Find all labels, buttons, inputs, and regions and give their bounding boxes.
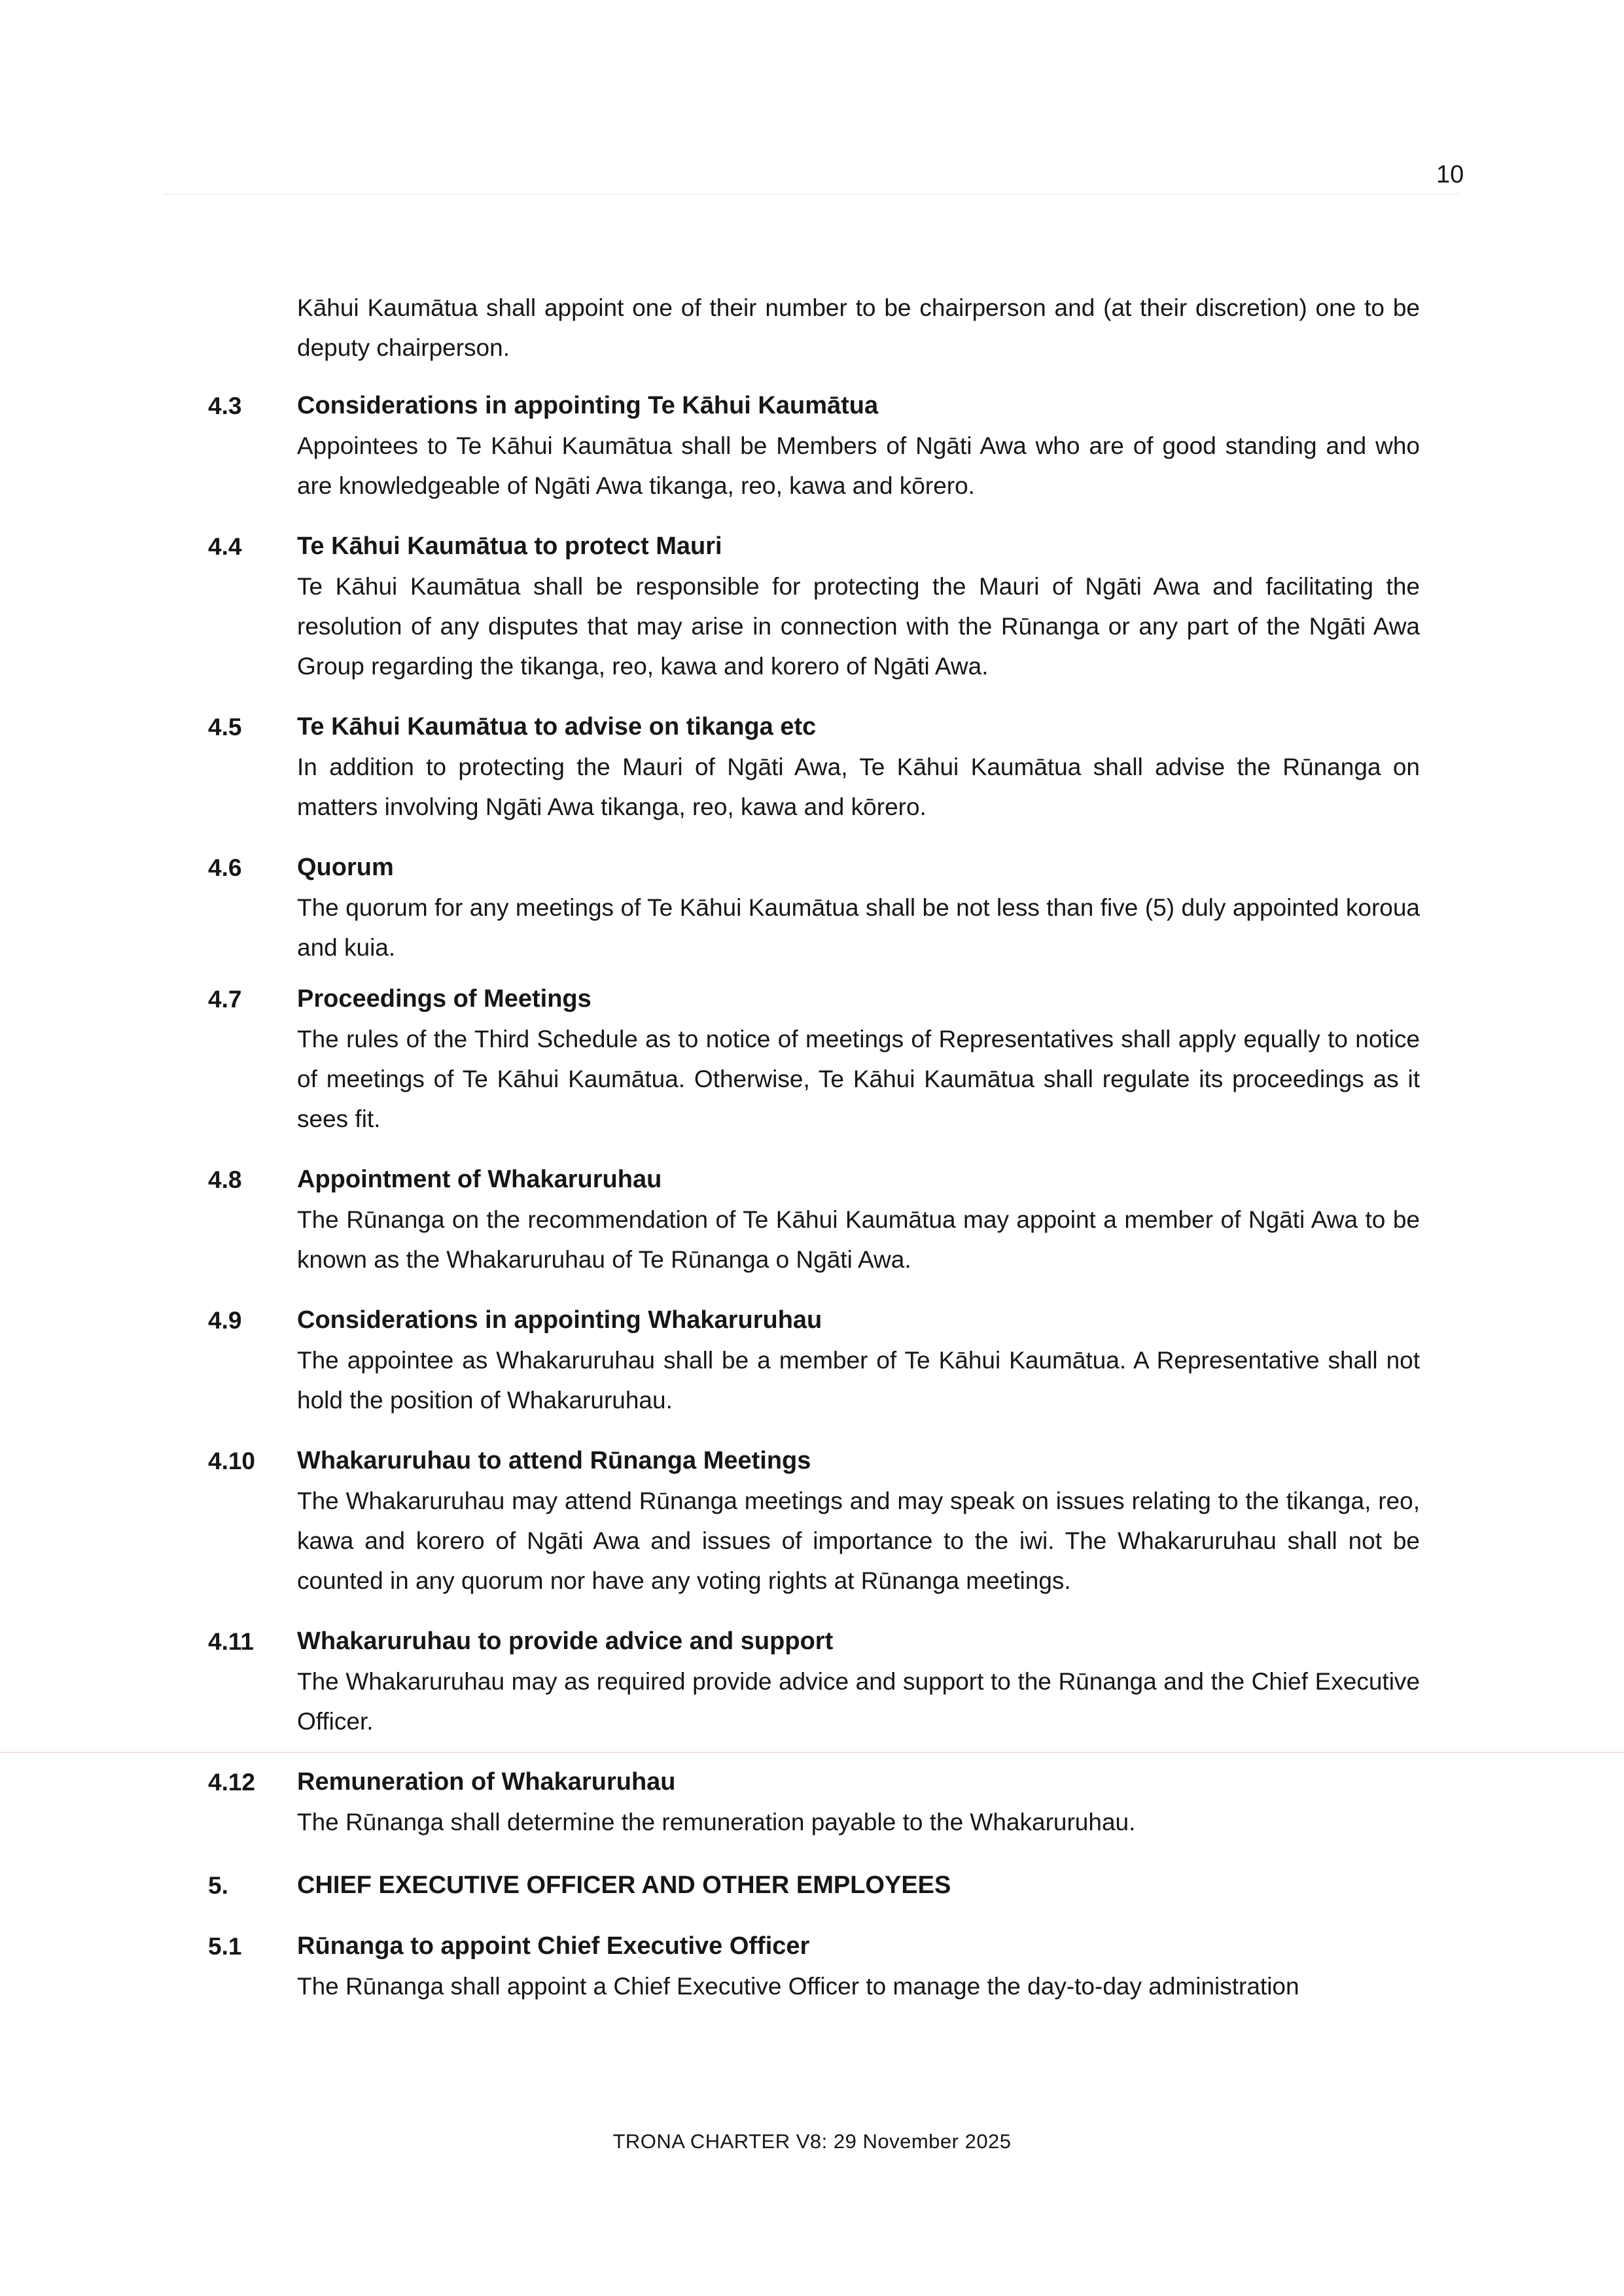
intro-paragraph: Kāhui Kaumātua shall appoint one of their number to be chairperson and (at their discretion) one to be deputy chairperson. — [297, 294, 1420, 361]
section-4-12 — [208, 1762, 1420, 1842]
section-heading: Considerations in appointing Te Kāhui Kaumātua — [297, 392, 879, 419]
section-4-5 — [208, 707, 1420, 827]
section-heading: Te Kāhui Kaumātua to advise on tikanga etc — [297, 713, 817, 740]
section-number: 4.11 — [208, 1628, 254, 1655]
section-heading: Considerations in appointing Whakaruruhau — [297, 1306, 822, 1334]
section-number: 4.3 — [208, 392, 242, 419]
section-paragraph: The Rūnanga shall appoint a Chief Executive Officer to manage the day-to-day administration — [297, 1973, 1299, 2000]
section-4-8 — [208, 1160, 1420, 1279]
document-body — [208, 288, 1420, 2006]
section-paragraph: The appointee as Whakaruruhau shall be a member of Te Kāhui Kaumātua. A Representative shall not hold the position of Whakaruruhau. — [297, 1347, 1420, 1414]
section-number: 4.12 — [208, 1769, 256, 1796]
section-paragraph: The Rūnanga shall determine the remuneration payable to the Whakaruruhau. — [297, 1809, 1136, 1835]
section-number: 4.6 — [208, 854, 242, 881]
section-heading: Remuneration of Whakaruruhau — [297, 1768, 676, 1796]
part-title: CHIEF EXECUTIVE OFFICER AND OTHER EMPLOYEES — [297, 1871, 951, 1899]
section-heading: Quorum — [297, 854, 394, 881]
section-heading: Appointment of Whakaruruhau — [297, 1166, 662, 1193]
section-number: 4.9 — [208, 1307, 242, 1334]
section-paragraph: Appointees to Te Kāhui Kaumātua shall be Members of Ngāti Awa who are of good standing and who are knowledgeable of Ngāti Awa tikanga, reo, kawa and kōrero. — [297, 432, 1420, 499]
section-number: 5.1 — [208, 1933, 242, 1960]
section-4-4 — [208, 527, 1420, 686]
section-number: 4.8 — [208, 1166, 242, 1193]
section-paragraph: The quorum for any meetings of Te Kāhui Kaumātua shall be not less than five (5) duly appointed koroua and kuia. — [297, 894, 1420, 961]
section-4-11 — [208, 1622, 1420, 1741]
page-number: 10 — [1436, 161, 1464, 188]
section-paragraph: Te Kāhui Kaumātua shall be responsible for protecting the Mauri of Ngāti Awa and facilitating the resolution of any disputes that may arise in connection with the Rūnanga or any part of the Ngāti Awa Group regarding the tikanga, reo, kawa and korero of Ngāti Awa. — [297, 573, 1420, 680]
section-4-9 — [208, 1300, 1420, 1420]
section-4-6 — [208, 848, 1420, 967]
part-5-heading — [208, 1866, 1420, 1905]
section-4-3 — [208, 386, 1420, 506]
section-heading: Proceedings of Meetings — [297, 985, 591, 1013]
section-4-10 — [208, 1441, 1420, 1601]
section-number: 4.7 — [208, 986, 242, 1013]
section-heading: Te Kāhui Kaumātua to protect Mauri — [297, 532, 722, 560]
section-paragraph: The Rūnanga on the recommendation of Te Kāhui Kaumātua may appoint a member of Ngāti Awa to be known as the Whakaruruhau of Te Rūnanga o Ngāti Awa. — [297, 1206, 1420, 1273]
part-number: 5. — [208, 1872, 228, 1899]
section-paragraph: The Whakaruruhau may attend Rūnanga meetings and may speak on issues relating to the tikanga, reo, kawa and korero of Ngāti Awa and issues of importance to the iwi. The Whakaruruhau shall not be counted in any quorum nor have any voting rights at Rūnanga meetings. — [297, 1487, 1420, 1594]
section-heading: Whakaruruhau to provide advice and support — [297, 1627, 834, 1655]
section-paragraph: The rules of the Third Schedule as to notice of meetings of Representatives shall apply equally to notice of meetings of Te Kāhui Kaumātua. Otherwise, Te Kāhui Kaumātua shall regulate its proceedings as it sees fit. — [297, 1026, 1420, 1132]
section-5-1 — [208, 1926, 1420, 2006]
section-heading: Whakaruruhau to attend Rūnanga Meetings — [297, 1447, 811, 1474]
section-number: 4.5 — [208, 714, 242, 740]
section-heading: Rūnanga to appoint Chief Executive Officer — [297, 1932, 810, 1960]
section-4-7 — [208, 979, 1420, 1139]
section-number: 4.4 — [208, 533, 242, 560]
section-paragraph: The Whakaruruhau may as required provide advice and support to the Rūnanga and the Chief Executive Officer. — [297, 1668, 1420, 1735]
document-footer: TRONA CHARTER V8: 29 November 2025 — [612, 2130, 1012, 2153]
section-number: 4.10 — [208, 1448, 256, 1474]
section-paragraph: In addition to protecting the Mauri of Ngāti Awa, Te Kāhui Kaumātua shall advise the Rūnanga on matters involving Ngāti Awa tikanga, reo, kawa and kōrero. — [297, 754, 1420, 820]
